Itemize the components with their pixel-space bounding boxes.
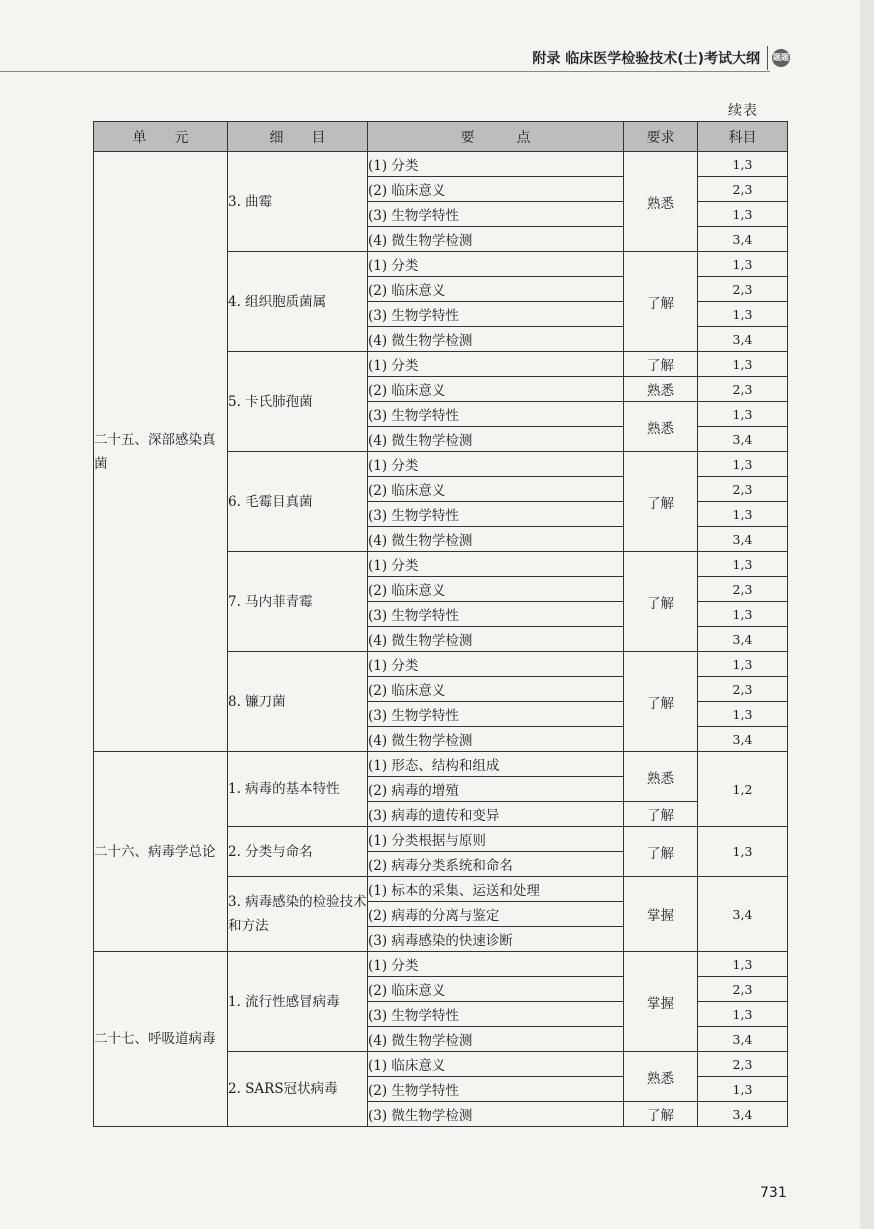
requirement-cell: 了解 xyxy=(624,552,698,652)
point-cell: (1) 临床意义 xyxy=(368,1052,624,1077)
subject-cell: 3,4 xyxy=(698,527,788,552)
requirement-cell: 了解 xyxy=(624,1102,698,1127)
point-cell: (1) 分类根据与原则 xyxy=(368,827,624,852)
subject-cell: 1,3 xyxy=(698,402,788,427)
subject-cell: 1,3 xyxy=(698,152,788,177)
item-cell: 2. 分类与命名 xyxy=(228,827,368,877)
item-cell: 3. 曲霉 xyxy=(228,152,368,252)
item-cell: 3. 病毒感染的检验技术和方法 xyxy=(228,877,368,952)
item-cell: 2. SARS冠状病毒 xyxy=(228,1052,368,1127)
point-cell: (1) 分类 xyxy=(368,152,624,177)
requirement-cell: 掌握 xyxy=(624,952,698,1052)
table-caption: 续表 xyxy=(728,103,758,119)
point-cell: (4) 微生物学检测 xyxy=(368,427,624,452)
point-cell: (1) 形态、结构和组成 xyxy=(368,752,624,777)
point-cell: (4) 微生物学检测 xyxy=(368,1027,624,1052)
subject-cell: 3,4 xyxy=(698,1102,788,1127)
point-cell: (3) 生物学特性 xyxy=(368,402,624,427)
page-edge xyxy=(860,0,874,1229)
subject-cell: 3,4 xyxy=(698,227,788,252)
point-cell: (4) 微生物学检测 xyxy=(368,327,624,352)
unit-cell: 二十七、呼吸道病毒 xyxy=(94,952,228,1127)
column-header-point: 要 点 xyxy=(368,122,624,152)
point-cell: (2) 临床意义 xyxy=(368,677,624,702)
subject-cell: 1,3 xyxy=(698,552,788,577)
requirement-cell: 了解 xyxy=(624,352,698,377)
item-cell: 1. 流行性感冒病毒 xyxy=(228,952,368,1052)
point-cell: (1) 分类 xyxy=(368,552,624,577)
subject-cell: 1,3 xyxy=(698,252,788,277)
subject-cell: 2,3 xyxy=(698,177,788,202)
column-header-item: 细 目 xyxy=(228,122,368,152)
point-cell: (1) 分类 xyxy=(368,652,624,677)
requirement-cell: 掌握 xyxy=(624,877,698,952)
point-cell: (4) 微生物学检测 xyxy=(368,527,624,552)
column-header-unit: 单 元 xyxy=(94,122,228,152)
point-cell: (4) 微生物学检测 xyxy=(368,627,624,652)
requirement-cell: 熟悉 xyxy=(624,1052,698,1102)
subject-cell: 1,3 xyxy=(698,952,788,977)
subject-cell: 2,3 xyxy=(698,377,788,402)
header-badge-icon: 题题 xyxy=(772,49,790,67)
item-cell: 1. 病毒的基本特性 xyxy=(228,752,368,827)
point-cell: (2) 病毒的增殖 xyxy=(368,777,624,802)
requirement-cell: 了解 xyxy=(624,652,698,752)
point-cell: (2) 病毒的分离与鉴定 xyxy=(368,902,624,927)
subject-cell: 2,3 xyxy=(698,577,788,602)
point-cell: (3) 病毒的遗传和变异 xyxy=(368,802,624,827)
subject-cell: 3,4 xyxy=(698,427,788,452)
point-cell: (3) 生物学特性 xyxy=(368,702,624,727)
subject-cell: 1,3 xyxy=(698,502,788,527)
requirement-cell: 熟悉 xyxy=(624,377,698,402)
subject-cell: 1,3 xyxy=(698,452,788,477)
point-cell: (2) 临床意义 xyxy=(368,977,624,1002)
subject-cell: 1,2 xyxy=(698,752,788,827)
subject-cell: 1,3 xyxy=(698,827,788,877)
point-cell: (1) 分类 xyxy=(368,252,624,277)
subject-cell: 2,3 xyxy=(698,477,788,502)
point-cell: (2) 临床意义 xyxy=(368,377,624,402)
item-cell: 8. 镰刀菌 xyxy=(228,652,368,752)
subject-cell: 2,3 xyxy=(698,1052,788,1077)
point-cell: (2) 病毒分类系统和命名 xyxy=(368,852,624,877)
subject-cell: 1,3 xyxy=(698,1002,788,1027)
point-cell: (2) 临床意义 xyxy=(368,477,624,502)
item-cell: 6. 毛霉目真菌 xyxy=(228,452,368,552)
item-cell: 7. 马内菲青霉 xyxy=(228,552,368,652)
point-cell: (1) 标本的采集、运送和处理 xyxy=(368,877,624,902)
item-cell: 4. 组织胞质菌属 xyxy=(228,252,368,352)
subject-cell: 2,3 xyxy=(698,677,788,702)
point-cell: (1) 分类 xyxy=(368,452,624,477)
requirement-cell: 熟悉 xyxy=(624,752,698,802)
column-header-subject: 科目 xyxy=(698,122,788,152)
point-cell: (3) 生物学特性 xyxy=(368,1002,624,1027)
subject-cell: 1,3 xyxy=(698,202,788,227)
running-header xyxy=(0,46,800,70)
subject-cell: 2,3 xyxy=(698,277,788,302)
syllabus-table xyxy=(93,121,788,1127)
subject-cell: 1,3 xyxy=(698,652,788,677)
subject-cell: 3,4 xyxy=(698,877,788,952)
subject-cell: 1,3 xyxy=(698,1077,788,1102)
subject-cell: 3,4 xyxy=(698,727,788,752)
table-row xyxy=(94,752,788,777)
unit-cell: 二十五、深部感染真菌 xyxy=(94,152,228,752)
point-cell: (1) 分类 xyxy=(368,952,624,977)
table-row xyxy=(94,952,788,977)
unit-cell: 二十六、病毒学总论 xyxy=(94,752,228,952)
point-cell: (3) 生物学特性 xyxy=(368,202,624,227)
subject-cell: 3,4 xyxy=(698,1027,788,1052)
requirement-cell: 了解 xyxy=(624,802,698,827)
point-cell: (2) 临床意义 xyxy=(368,277,624,302)
page-number: 731 xyxy=(760,1185,787,1201)
point-cell: (1) 分类 xyxy=(368,352,624,377)
point-cell: (3) 生物学特性 xyxy=(368,302,624,327)
point-cell: (2) 临床意义 xyxy=(368,577,624,602)
requirement-cell: 了解 xyxy=(624,827,698,877)
point-cell: (2) 临床意义 xyxy=(368,177,624,202)
point-cell: (3) 病毒感染的快速诊断 xyxy=(368,927,624,952)
header-divider xyxy=(767,46,768,70)
requirement-cell: 熟悉 xyxy=(624,402,698,452)
requirement-cell: 熟悉 xyxy=(624,152,698,252)
subject-cell: 1,3 xyxy=(698,302,788,327)
subject-cell: 1,3 xyxy=(698,602,788,627)
requirement-cell: 了解 xyxy=(624,452,698,552)
table-row xyxy=(94,152,788,177)
point-cell: (4) 微生物学检测 xyxy=(368,227,624,252)
point-cell: (3) 生物学特性 xyxy=(368,602,624,627)
header-rule xyxy=(0,71,770,72)
subject-cell: 1,3 xyxy=(698,352,788,377)
header-title: 附录 临床医学检验技术(士)考试大纲 xyxy=(532,51,760,67)
point-cell: (3) 微生物学检测 xyxy=(368,1102,624,1127)
column-header-requirement: 要求 xyxy=(624,122,698,152)
point-cell: (2) 生物学特性 xyxy=(368,1077,624,1102)
requirement-cell: 了解 xyxy=(624,252,698,352)
point-cell: (4) 微生物学检测 xyxy=(368,727,624,752)
subject-cell: 2,3 xyxy=(698,977,788,1002)
subject-cell: 1,3 xyxy=(698,702,788,727)
table-header-row xyxy=(94,122,788,152)
point-cell: (3) 生物学特性 xyxy=(368,502,624,527)
subject-cell: 3,4 xyxy=(698,627,788,652)
subject-cell: 3,4 xyxy=(698,327,788,352)
item-cell: 5. 卡氏肺孢菌 xyxy=(228,352,368,452)
